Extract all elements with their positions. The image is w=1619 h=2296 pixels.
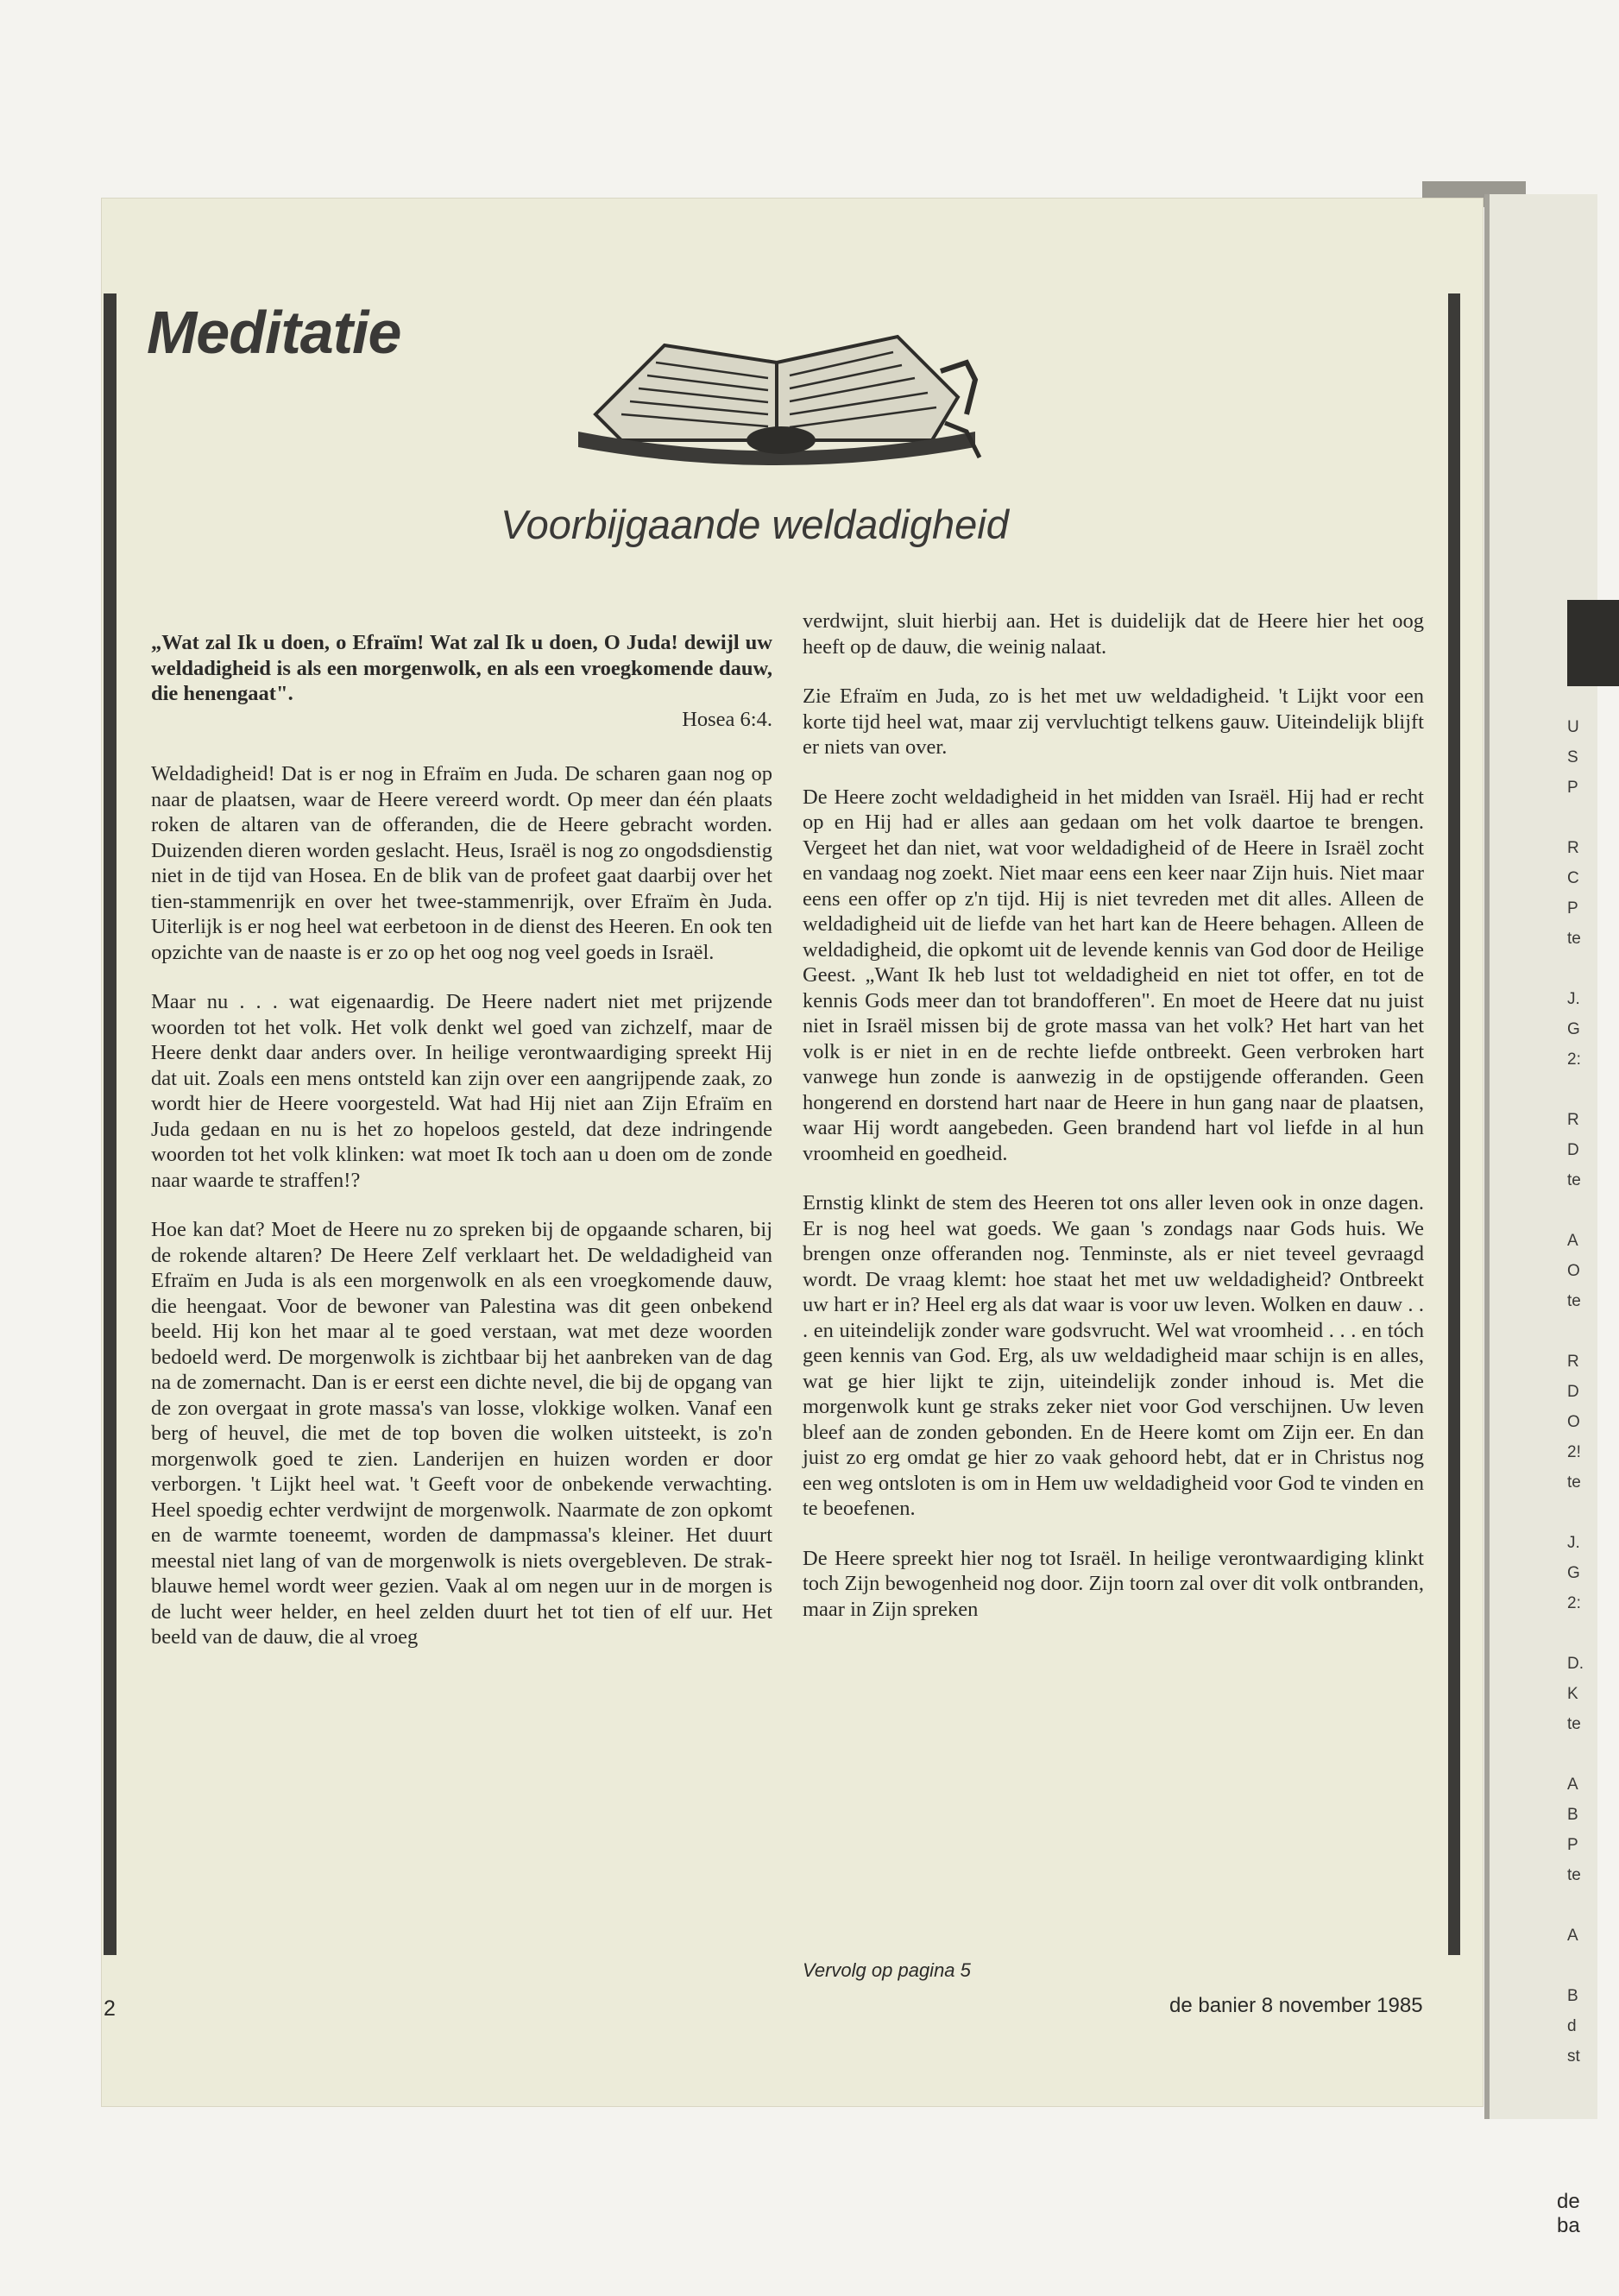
next-page-fragment: 2! [1567, 1443, 1581, 1461]
next-page-fragments [1567, 712, 1584, 2072]
open-book-icon [561, 311, 992, 457]
paragraph: verdwijnt, sluit hierbij aan. Het is duidelijk dat de Heere hier het oog heeft op de dauw, die weinig nalaat. [803, 609, 1424, 659]
next-page-fragment: A [1567, 1927, 1578, 1945]
next-page-fragment: R [1567, 839, 1579, 857]
next-page-fragment [1567, 1498, 1584, 1528]
next-page-fragment [1567, 954, 1584, 984]
next-page-fragment: J. [1567, 1534, 1580, 1552]
next-page-fragment: st [1567, 2047, 1580, 2066]
next-page-fragment [1567, 1739, 1584, 1769]
left-rule [104, 293, 117, 1955]
next-page-fragment: d [1567, 2017, 1577, 2035]
page-footer: de banier 8 november 1985 [1169, 1994, 1423, 2017]
left-column [151, 630, 772, 1675]
next-page-fragment: K [1567, 1685, 1578, 1703]
next-page-fragment [1567, 803, 1584, 833]
right-column [803, 609, 1424, 1646]
next-page-fragment: P [1567, 899, 1578, 918]
paragraph: De Heere spreekt hier nog tot Israël. In heilige verontwaardiging klinkt toch Zijn bewogenheid nog door. Zijn toorn zal over dit volk ontbranden, maar in Zijn spreken [803, 1546, 1424, 1621]
paragraph: De Heere zocht weldadigheid in het midden van Israël. Hij had er recht op en Hij had er alles aan gedaan om het volk daartoe te brengen. Vergeet het dan niet, wat voor weldadigheid of de Heere in Israël zocht en vandaag nog zoekt. Niet maar eens een keer naar Zijn huis. Niet maar eens een offer op z'n tijd. Hij is niet tevreden met dit alles. Alleen de weldadigheid uit de liefde van het hart kan de Heere behagen. Alleen de weldadigheid, die opkomt uit de levende kennis van God door de Heilige Geest. „Want Ik heb lust tot weldadigheid en niet tot offer, en tot de kennis Gods meer dan tot brandofferen". En moet de Heere dat nu juist niet in Israël missen bij de grote massa van het volk? Het hart van het volk is er niet in en de rechte liefde ontbreekt. Geen verbroken hart vanwege hun zonde is aanwezig in de opstijgende offeranden. Geen hongerend en dorstend hart naar de Heere in hun gang naar de plaatsen, waar Hij wordt aangebeden. Geen brandend hart vol liefde in al hun vroomheid en goedheid. [803, 785, 1424, 1165]
next-page-fragment: 2: [1567, 1050, 1581, 1069]
scripture-reference: Hosea 6:4. [682, 707, 772, 731]
next-page-fragment [1567, 1890, 1584, 1921]
next-page-fragment: D [1567, 1383, 1579, 1401]
next-page-fragment: te [1567, 1715, 1581, 1733]
next-page-fragment: te [1567, 1866, 1581, 1884]
next-page-fragment: P [1567, 1836, 1578, 1854]
next-page-footer: de ba [1557, 2190, 1580, 2237]
paragraph: Ernstig klinkt de stem des Heeren tot ons aller leven ook in onze dagen. Er is nog heel wat goeds. We gaan 's zondags naar Gods huis. We brengen onze offeranden nog. Tenminste, als er niet teveel gevraagd wordt. De vraag klemt: hoe staat het met uw weldadigheid? Ontbreekt uw hart er in? Heel erg als dat waar is voor uw leven. Wolken en dauw . . . en uiteindelijk zonder ware godsvrucht. Wel wat vroomheid . . . en tóch geen kennis van God. Erg, als uw weldadigheid maar schijn is en alles, wat ge hier lijkt te zijn, uiteindelijk zonder inhoud is. Met die morgenwolk kunt ge straks zeker niet voor God verschijnen. Uw leven bleef aan de zonden gebonden. En de Heere komt om Zijn eer. En dan juist zo erg omdat ge hier zo vaak gehoord hebt, dat er in Christus nog een weg ontsloten is om in Hem uw weldadigheid voor God te vinden en te beoefenen. [803, 1191, 1424, 1520]
next-page-fragment: te [1567, 1171, 1581, 1189]
next-page-fragment: S [1567, 748, 1578, 766]
next-page-fragment: J. [1567, 990, 1580, 1008]
paragraph: Maar nu . . . wat eigenaardig. De Heere nadert niet met prijzende woorden tot het volk. Het volk denkt wel goed van zichzelf, maar de Heere denkt daar anders over. In heilige verontwaardiging spreekt Hij dat uit. Zoals een mens ontsteld kan zijn over een aangrijpende zaak, zo wordt hier de Heere voorgesteld. Wat had Hij niet aan Zijn Efraïm en Juda gedaan en nu is het zo hopeloos gesteld, dat deze indringende woorden tot het volk klinken: wat moet Ik toch aan u doen om de zonde naar waarde te straffen!? [151, 990, 772, 1192]
next-page-fragment [1567, 1075, 1584, 1105]
next-page-fragment: te [1567, 1473, 1581, 1492]
next-page-fragment: O [1567, 1262, 1580, 1280]
next-page-fragment: C [1567, 869, 1579, 887]
next-page-edge [1484, 194, 1597, 2237]
article-title: Voorbijgaande weldadigheid [501, 501, 1009, 547]
next-page-fragment: B [1567, 1806, 1578, 1824]
next-page-fragment: te [1567, 930, 1581, 948]
next-page-fragment [1567, 1618, 1584, 1649]
next-page-initial-block [1567, 600, 1619, 686]
next-page-fragment: G [1567, 1020, 1580, 1038]
next-page-fragment: B [1567, 1987, 1578, 2005]
next-page-fragment: O [1567, 1413, 1580, 1431]
next-page-fragment: te [1567, 1292, 1581, 1310]
next-page-fragment: U [1567, 718, 1579, 736]
next-page-fragment: R [1567, 1111, 1579, 1129]
next-page-fragment [1567, 1316, 1584, 1347]
next-page-fragment [1567, 1195, 1584, 1226]
next-page-fragment: G [1567, 1564, 1580, 1582]
continued-note: Vervolg op pagina 5 [803, 1959, 971, 1981]
next-page-fragment: A [1567, 1776, 1578, 1794]
next-page-fragment: P [1567, 779, 1578, 797]
next-page-fragment: R [1567, 1353, 1579, 1371]
scripture-verse: „Wat zal Ik u doen, o Efraïm! Wat zal Ik u doen, O Juda! dewijl uw weldadigheid is als een morgenwolk, en als een vroegkomende dauw, die henengaat". [151, 631, 772, 705]
page-number: 2 [104, 1996, 116, 2021]
paragraph: Weldadigheid! Dat is er nog in Efraïm en Juda. De scharen gaan nog op naar de plaatsen, waar de Heere vereerd wordt. Op meer dan één plaats roken de altaren van de offeranden, die de Heere gebracht worden. Duizenden dieren worden geslacht. Heus, Israël is nog zo ongodsdienstig niet in de tijd van Hosea. En de blik van de profeet gaat daarbij over het tien-stammenrijk en over het twee-stammenrijk, over Efraïm èn Juda. Uiterlijk is er nog heel wat eerbetoon in de dienst des Heeren. En ook ten opzichte van de naaste is er zo op het oog nog veel goeds in Israël. [151, 762, 772, 964]
next-page-fragment: D [1567, 1141, 1579, 1159]
next-page-fragment: 2: [1567, 1594, 1581, 1612]
paragraph: Zie Efraïm en Juda, zo is het met uw weldadigheid. 't Lijkt voor een korte tijd heel wat, maar zij vervluchtigt telkens gauw. Uiteindelijk blijft er niets van over. [803, 684, 1424, 759]
next-page-fragment: A [1567, 1232, 1578, 1250]
paragraph: Hoe kan dat? Moet de Heere nu zo spreken bij de opgaande scharen, bij de rokende altaren? De Heere Zelf verklaart het. De weldadigheid van Efraïm en Juda is als een morgenwolk en als een vroegkomende dauw, die heengaat. Voor de bewoner van Palestina was dit geen onbekend beeld. Hij kon het maar al te goed verstaan, wat met deze woorden bedoeld werd. De morgenwolk is zichtbaar bij het aanbreken van de dag na de zomernacht. Dan is er eerst een dichte nevel, die bij de opgang van de zon overgaat in grote massa's van losse, vlokkige wolken. Vanaf een berg of heuvel, die met de top boven die wolken uitsteekt, is zo'n morgenwolk goed te zien. Landerijen en huizen worden er door verborgen. 't Lijkt heel wat. 't Geeft voor de onbekende verwachting. Heel spoedig echter verdwijnt de morgenwolk. Naarmate de zon opkomt en de warmte toeneemt, worden de dampmassa's kleiner. Het duurt meestal niet lang of van de morgenwolk is niets overgebleven. De strak-blauwe hemel wordt weer gezien. Vaak al om negen uur in de morgen is de lucht weer helder, en heel zelden duurt het tot tien of elf uur. Het beeld van de dauw, die al vroeg [151, 1218, 772, 1649]
next-page-fragment [1567, 1951, 1584, 1981]
section-heading: Meditatie [147, 299, 401, 366]
next-page-fragment: D. [1567, 1655, 1584, 1673]
right-rule [1448, 293, 1460, 1955]
